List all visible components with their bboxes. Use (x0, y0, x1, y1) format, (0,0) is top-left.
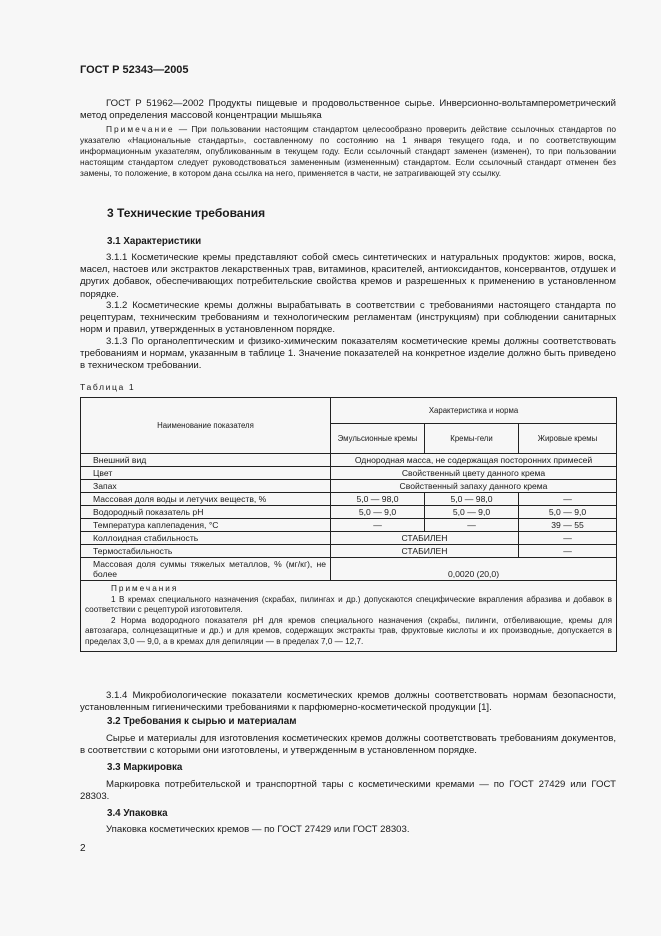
reference-paragraph: ГОСТ Р 51962—2002 Продукты пищевые и продовольственное сырье. Инверсионно-вольтамперометрический метод определения массовой концентрации мышьяка (80, 98, 616, 122)
row-name: Водородный показатель pH (81, 506, 331, 519)
paragraph-3-1-4: 3.1.4 Микробиологические показатели косметических кремов должны соответствовать нормам безопасности, установленным гигиеническими требованиями к парфюмерно-косметической продукции [1]. (80, 690, 616, 714)
cell-fat: — (519, 545, 617, 558)
header-cream-gels: Кремы-гели (425, 424, 519, 454)
table-row (81, 519, 617, 532)
subsection-title-3-3: 3.3 Маркировка (107, 762, 183, 773)
cell-gel: — (425, 519, 519, 532)
paragraph-3-1-3: 3.1.3 По органолептическим и физико-химическим показателям косметические кремы должны соответствовать требованиям и нормам, указанным в таблице 1. Значение показателей на конкретное изделие должно быть приведено в техническом требовании. (80, 336, 616, 372)
row-name: Массовая доля суммы тяжелых металлов, % (мг/кг), не более (81, 558, 331, 581)
paragraph-3-4: Упаковка косметических кремов — по ГОСТ 27429 или ГОСТ 28303. (106, 824, 410, 835)
row-name: Запах (81, 480, 331, 493)
row-value: 0,0020 (20,0) (331, 558, 617, 581)
subsection-title-3-2: 3.2 Требования к сырью и материалам (107, 716, 297, 727)
row-name: Температура каплепадения, °С (81, 519, 331, 532)
table-caption: Таблица 1 (80, 382, 136, 392)
row-name: Термостабильность (81, 545, 331, 558)
header-indicator-name: Наименование показателя (81, 398, 331, 454)
paragraph-3-1-2: 3.1.2 Косметические кремы должны вырабатывать в соответствии с требованиями настоящего стандарта по рецептурам, техническим требованиям и технологическим регламентам (инструкциям) при соблюдении санитарных норм и правил, утвержденных в установленном порядке. (80, 300, 616, 336)
cell-gel: 5,0 — 9,0 (425, 506, 519, 519)
header-fat-creams: Жировые кремы (519, 424, 617, 454)
cell-emulsion-gel: СТАБИЛЕН (331, 532, 519, 545)
table-notes-row (81, 581, 617, 652)
table-row (81, 467, 617, 480)
table-row (81, 480, 617, 493)
notes-title: Примечания (111, 584, 179, 593)
cell-emulsion: 5,0 — 9,0 (331, 506, 425, 519)
table-row (81, 558, 617, 581)
table-row (81, 506, 617, 519)
paragraph-3-2: Сырье и материалы для изготовления косметических кремов должны соответствовать требованиям документов, в соответствии с которыми они изготовлены, и утвержденным в установленном порядке. (80, 733, 616, 757)
document-header: ГОСТ Р 52343—2005 (80, 64, 189, 76)
header-emulsion-creams: Эмульсионные кремы (331, 424, 425, 454)
table-row (81, 493, 617, 506)
table-notes (81, 581, 617, 652)
subsection-title-3-1: 3.1 Характеристики (107, 236, 202, 247)
table-row (81, 532, 617, 545)
cell-fat: — (519, 532, 617, 545)
table-row (81, 545, 617, 558)
row-name: Массовая доля воды и летучих веществ, % (81, 493, 331, 506)
row-name: Внешний вид (81, 454, 331, 467)
cell-emulsion-gel: СТАБИЛЕН (331, 545, 519, 558)
table-row (81, 454, 617, 467)
cell-gel: 5,0 — 98,0 (425, 493, 519, 506)
cell-emulsion: 5,0 — 98,0 (331, 493, 425, 506)
note-label: Примечание (106, 124, 175, 134)
row-value: Свойственный запаху данного крема (331, 480, 617, 493)
reference-note (80, 124, 616, 179)
cell-fat: 5,0 — 9,0 (519, 506, 617, 519)
table-note-2: 2 Норма водородного показателя pH для кремов специального назначения (скрабы, пилинги, отбеливающие, кремы для автозагара, солнцезащитные и др.) и для кремов, содержащих экстракты трав, фруктовые кислоты и их производные, допускается в пределах 3,0 — 9,0, а в кремах для депиляции — в пределах 7,0 — 12,7. (85, 615, 613, 646)
cell-emulsion: — (331, 519, 425, 532)
row-value: Однородная масса, не содержащая посторонних примесей (331, 454, 617, 467)
table-note-1: 1 В кремах специального назначения (скрабах, пилингах и др.) допускаются специфические вкрапления абразива и добавок в соответствии с рецептурой изготовителя. (85, 594, 613, 615)
paragraph-3-3: Маркировка потребительской и транспортной тары с косметическими кремами — по ГОСТ 27429 или ГОСТ 28303. (80, 779, 616, 803)
paragraph-3-1-1: 3.1.1 Косметические кремы представляют собой смесь синтетических и натуральных продуктов: жиров, воска, масел, настоев или экстрактов лекарственных трав, витаминов, красителей, антиоксидантов, консервантов, отдушек и других добавок, обеспечивающих потребительские свойства кремов и разрешенных к применению в установленном порядке. (80, 252, 616, 300)
subsection-title-3-4: 3.4 Упаковка (107, 808, 168, 819)
row-name: Цвет (81, 467, 331, 480)
table-header-row (81, 398, 617, 424)
page-number: 2 (80, 843, 86, 854)
cell-fat: 39 — 55 (519, 519, 617, 532)
requirements-table (80, 397, 617, 652)
row-value: Свойственный цвету данного крема (331, 467, 617, 480)
note-text: — При пользовании настоящим стандартом целесообразно проверить действие ссылочных стандартов по указателю «Национальные стандарты», составленному по состоянию на 1 января текущего года, и по соответствующим информационным указателям, опубликованным в текущем году. Если ссылочный стандарт заменен (изменен), то при пользовании настоящим стандартом следует руководствоваться замененным (измененным) стандартом. Если ссылочный стандарт отменен без замены, то положение, в котором дана ссылка на него, применяется в части, не затрагивающей эту ссылку. (80, 124, 616, 178)
header-characteristic: Характеристика и норма (331, 398, 617, 424)
cell-fat: — (519, 493, 617, 506)
section-title: 3 Технические требования (107, 206, 266, 220)
row-name: Коллоидная стабильность (81, 532, 331, 545)
